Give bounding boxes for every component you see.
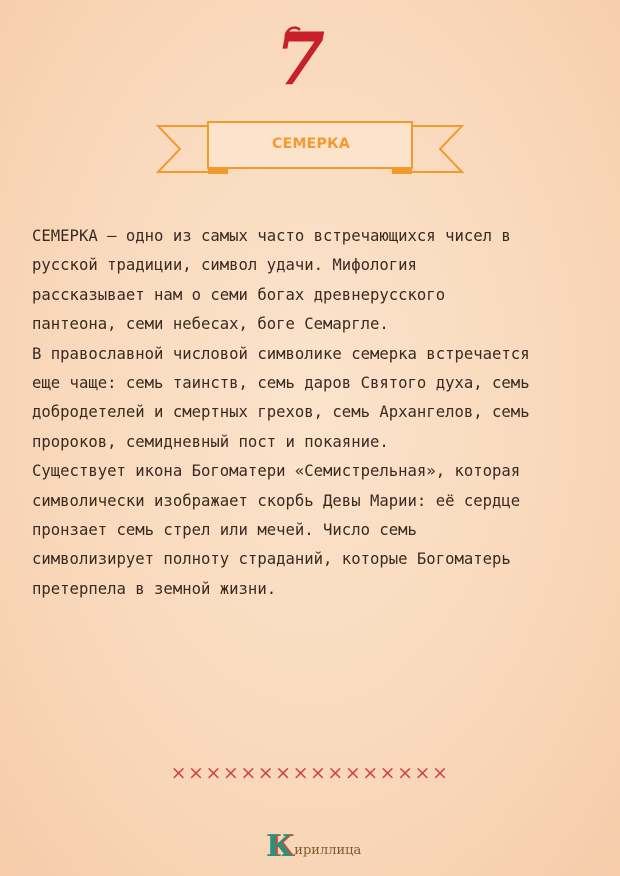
body-line: русской традиции, символ удачи. Мифология [32,256,417,275]
cross-stitch-divider: ×××××××××××××××× [170,762,450,784]
body-line: пророков, семидневный пост и покаяние. [32,432,389,451]
banner-left-tail [158,126,208,172]
body-line: СЕМЕРКА – одно из самых часто встречающихся чисел в [32,227,511,245]
body-line: пантеона, семи небесах, боге Семаргле. [32,315,389,334]
body-line: еще чаще: семь таинств, семь даров Святого духа, семь [32,374,530,393]
numeral-seven [270,18,330,94]
body-line: символизирует полноту страданий, которые Богоматерь [32,550,511,569]
numeral-seven-glyph: 7 [274,18,326,94]
body-line: Существует икона Богоматери «Семистрельная», которая [32,462,521,481]
body-text [32,222,620,604]
kirillitsa-logo [266,828,361,862]
body-line: пронзает семь стрел или мечей. Число семь [32,521,417,540]
body-line: В православной числовой символике семерка встречается [32,344,530,363]
logo-initial: К [266,829,294,864]
body-line: рассказывает нам о семи богах древнерусского [32,285,446,304]
banner-title: СЕМЕРКА [272,136,350,152]
banner-right-tail [412,126,462,172]
body-line: претерпела в земной жизни. [32,579,277,598]
body-line: добродетелей и смертных грехов, семь Архангелов, семь [32,403,530,422]
body-line: символически изображает скорбь Девы Марии: её сердце [32,491,521,510]
logo-wordmark: ириллица [294,843,362,858]
